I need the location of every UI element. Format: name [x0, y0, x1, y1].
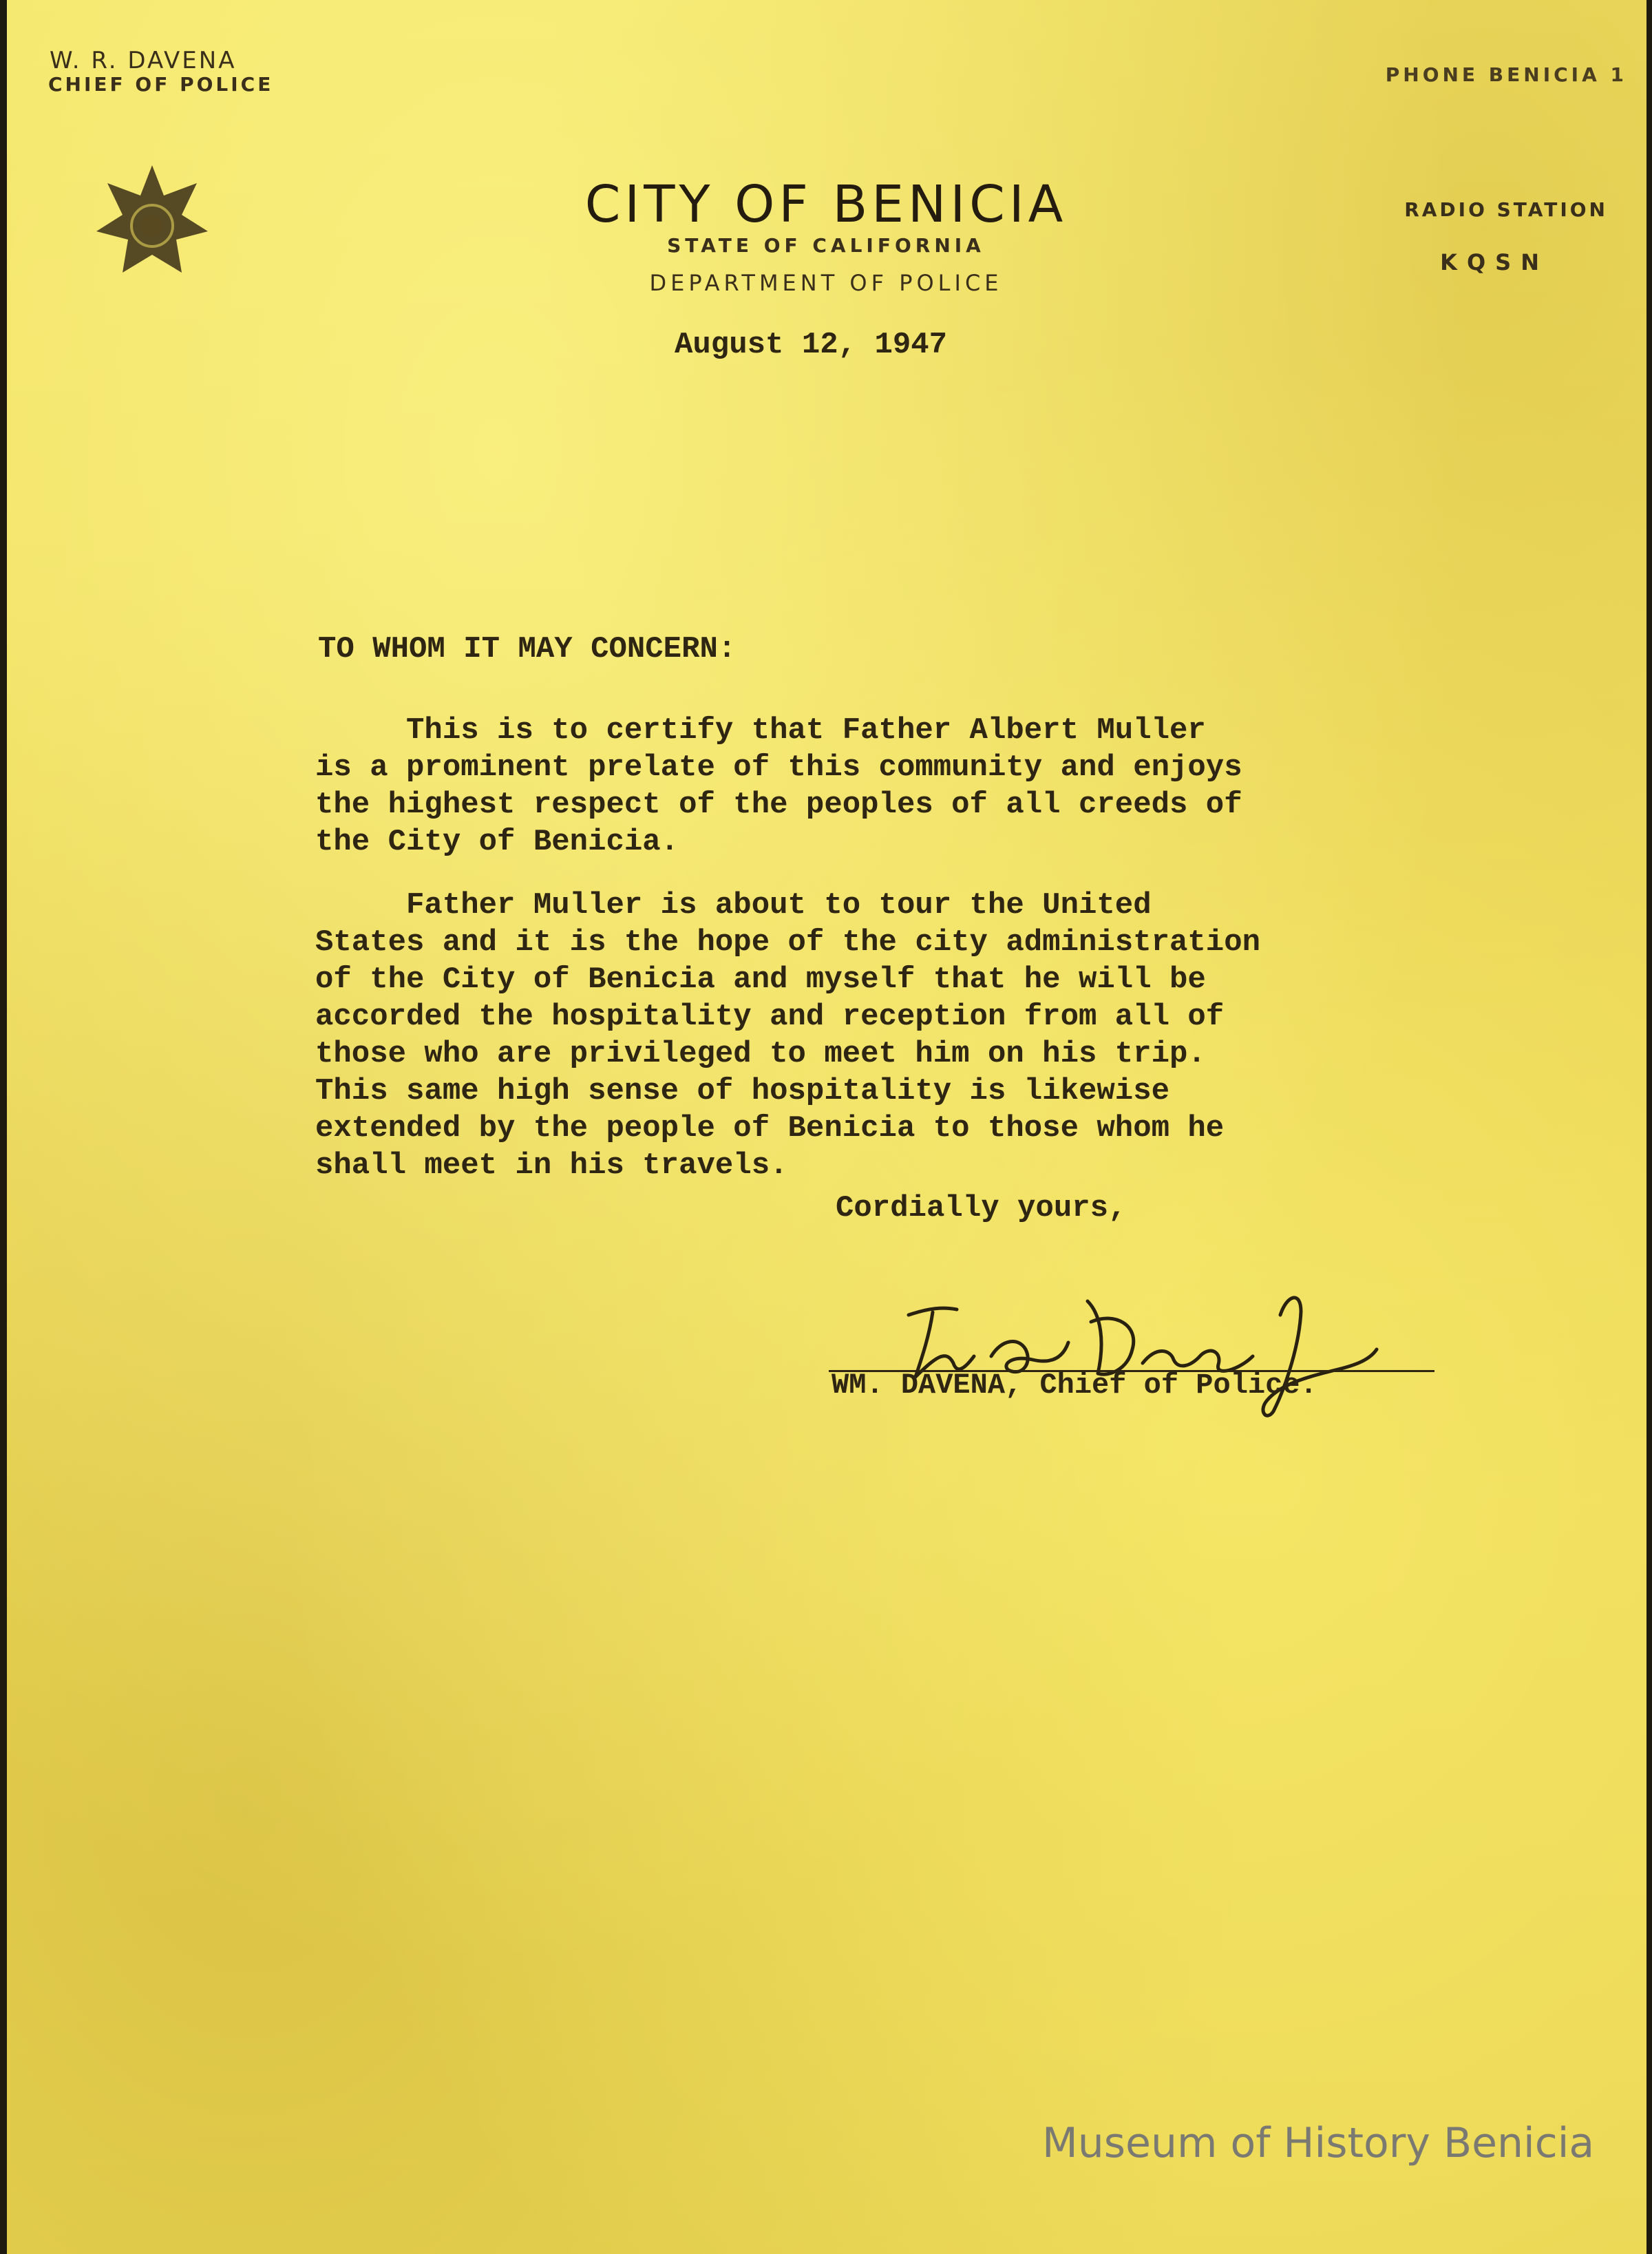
scan-edge-right [1646, 0, 1652, 2254]
text-line: is a prominent prelate of this community and enjoys [315, 750, 1242, 785]
radio-callsign: KQSN [1440, 249, 1549, 275]
handwritten-signature [826, 1274, 1446, 1432]
letterhead-city: CITY OF BENICIA [584, 175, 1068, 234]
signer-name: WM. DAVENA, Chief of Police. [832, 1369, 1317, 1402]
text-line: the highest respect of the peoples of all creeds of [315, 788, 1242, 822]
letterhead-state: STATE OF CALIFORNIA [667, 234, 985, 257]
text-line: extended by the people of Benicia to those whom he [315, 1111, 1225, 1146]
phone-number: PHONE BENICIA 1 [1385, 63, 1627, 86]
radio-station-label: RADIO STATION [1404, 198, 1608, 221]
text-line: the City of Benicia. [315, 825, 679, 859]
letterhead-department: DEPARTMENT OF POLICE [649, 270, 1003, 296]
paragraph-1 [315, 712, 1242, 861]
paragraph-2 [315, 887, 1260, 1184]
text-line: those who are privileged to meet him on his trip. [315, 1037, 1206, 1071]
salutation: TO WHOM IT MAY CONCERN: [318, 632, 737, 666]
letter-date: August 12, 1947 [675, 328, 948, 362]
closing: Cordially yours, [836, 1191, 1127, 1225]
text-line: shall meet in his travels. [315, 1148, 788, 1183]
text-line: States and it is the hope of the city administration [315, 925, 1261, 960]
text-line: This same high sense of hospitality is likewise [315, 1074, 1170, 1108]
text-line: of the City of Benicia and myself that he will be [315, 962, 1206, 997]
scan-edge-left [0, 0, 7, 2254]
museum-watermark: Museum of History Benicia [1042, 2119, 1595, 2167]
text-line: accorded the hospitality and reception from all of [315, 1000, 1225, 1034]
text-line: Father Muller is about to tour the United [315, 888, 1152, 923]
text-line: This is to certify that Father Albert Muller [315, 713, 1206, 748]
chief-name: W. R. DAVENA [50, 47, 237, 74]
chief-title: CHIEF OF POLICE [48, 73, 274, 96]
